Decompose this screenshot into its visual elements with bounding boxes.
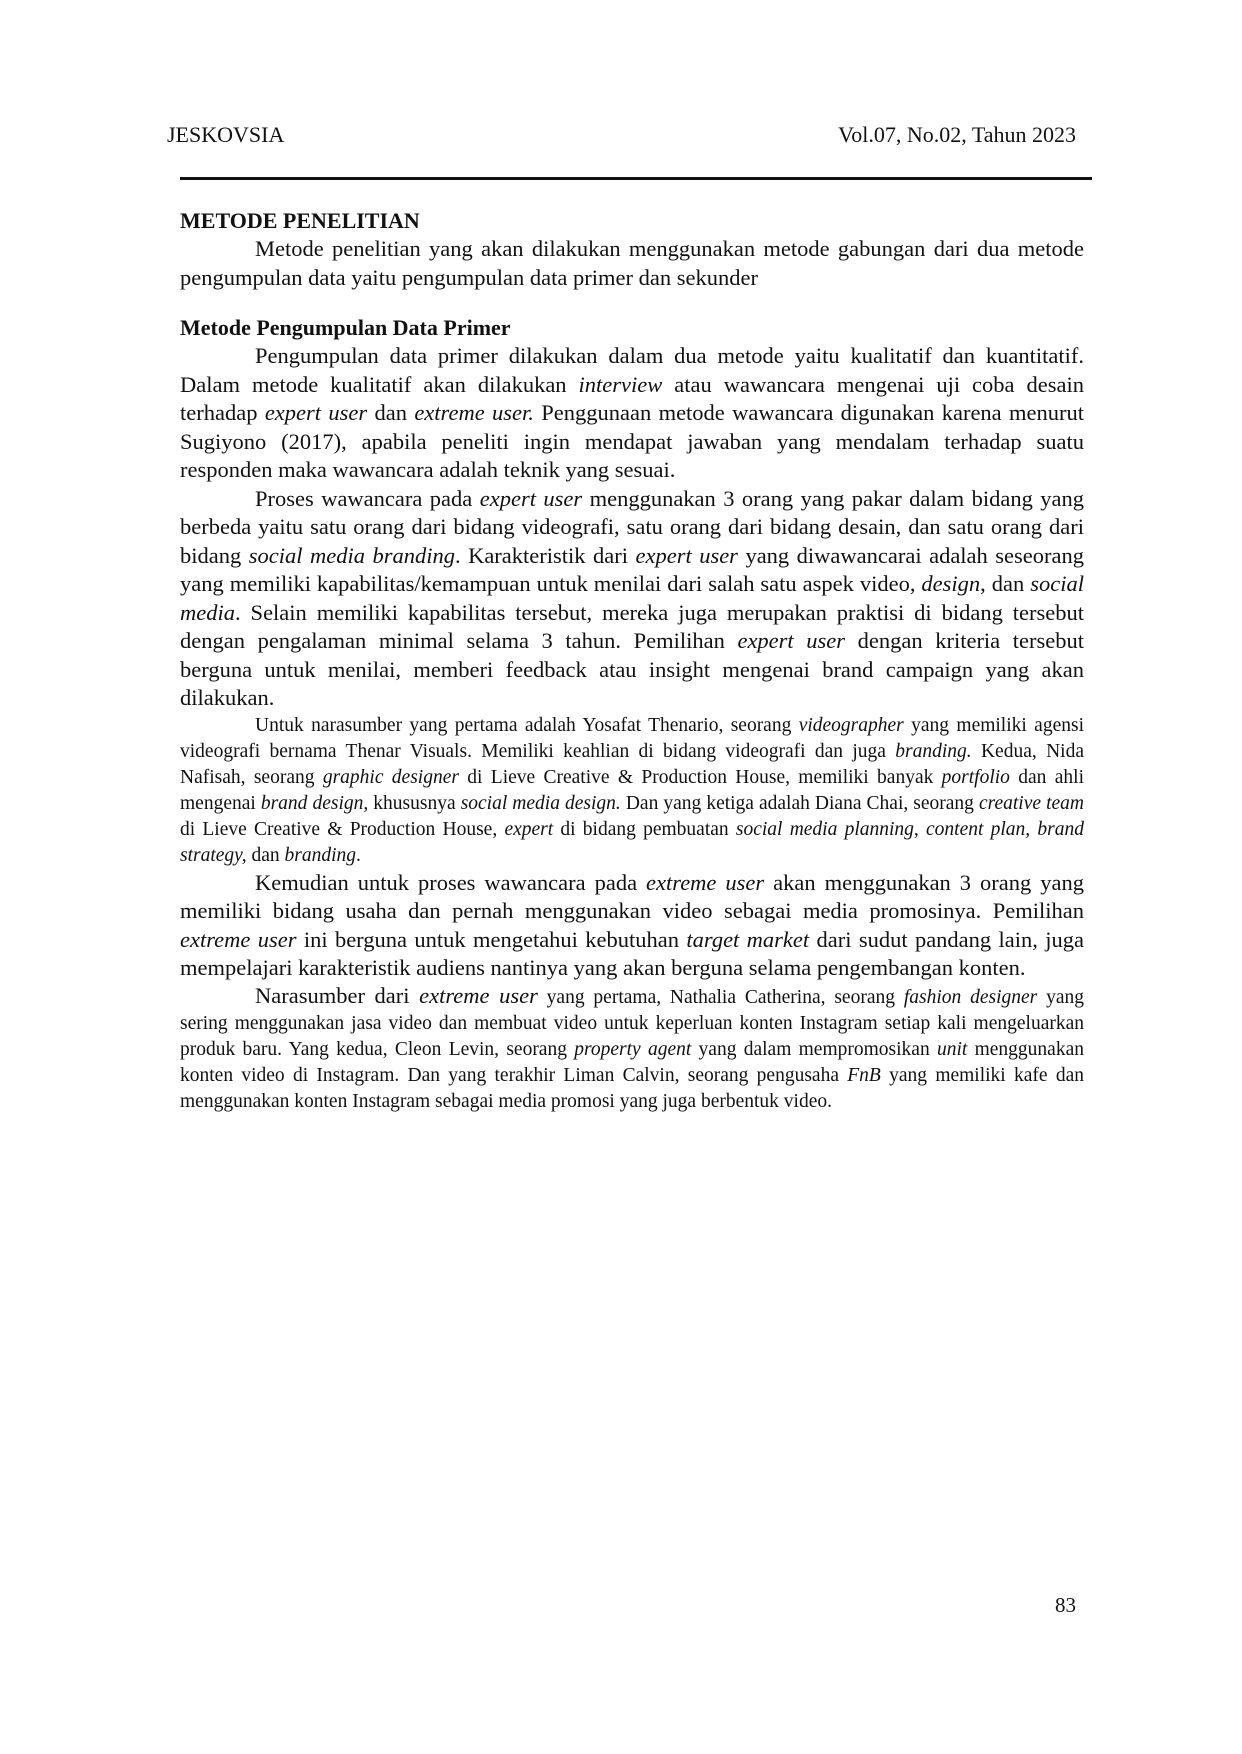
text-run: khususnya bbox=[368, 792, 461, 814]
intro-text: Metode penelitian yang akan dilakukan menggunakan metode gabungan dari dua metode pengumpulan data yaitu pengumpulan data primer dan sekunder bbox=[180, 236, 1084, 290]
text-run: menggunakan 3 orang yang pakar dalam bidang yang berbeda yaitu satu orang dari bidang videografi, satu orang dari bidang desain, dan satu orang dari bidang bbox=[180, 485, 1085, 568]
text-run: dan bbox=[367, 400, 415, 425]
italic-term: extreme user bbox=[180, 926, 297, 952]
section-title: METODE PENELITIAN bbox=[180, 208, 420, 233]
text-run: Proses wawancara pada bbox=[255, 485, 480, 511]
text-run: Untuk narasumber yang pertama adalah Yosafat Thenario, seorang bbox=[255, 714, 799, 736]
text-run: dan bbox=[246, 844, 285, 866]
italic-term: design bbox=[921, 571, 981, 596]
article-body bbox=[180, 207, 1084, 1115]
journal-name: JESKOVSIA bbox=[167, 122, 285, 147]
text-run: yang memiliki agensi videografi bernama Thenar Visuals. Memiliki keahlian di bidang videografi dan juga bbox=[180, 714, 1084, 762]
italic-term: social media branding bbox=[248, 542, 455, 568]
text-run: di Lieve Creative & Production House, bbox=[180, 818, 505, 840]
header-rule bbox=[180, 177, 1092, 180]
text-run: . Karakteristik dari bbox=[454, 542, 636, 568]
text-run: atau wawancara mengenai uji coba desain terhadap bbox=[180, 371, 1084, 425]
italic-term: portfolio bbox=[941, 766, 1010, 788]
italic-term: extreme user bbox=[646, 869, 765, 895]
italic-term: brand design, bbox=[260, 792, 369, 814]
paragraph-4 bbox=[180, 869, 1084, 983]
issue-info: Vol.07, No.02, Tahun 2023 bbox=[838, 122, 1076, 147]
italic-term: unit bbox=[936, 1038, 968, 1060]
subsection-title: Metode Pengumpulan Data Primer bbox=[180, 315, 511, 340]
text-run: yang memiliki kafe dan menggunakan konten Instagram sebagai media promosi yang juga berbentuk video. bbox=[180, 1064, 1084, 1112]
text-run: akan menggunakan 3 orang yang memiliki bidang usaha dan pernah menggunakan video sebagai media promosinya. Pemilihan bbox=[180, 869, 1084, 923]
paragraph-3 bbox=[180, 713, 1084, 869]
text-run: ini berguna untuk mengetahui kebutuhan bbox=[296, 926, 687, 952]
paragraph-1 bbox=[180, 342, 1084, 485]
italic-term: creative team bbox=[978, 792, 1084, 814]
text-run: dan ahli mengenai bbox=[180, 766, 1084, 814]
italic-term: branding bbox=[284, 844, 357, 866]
italic-term: branding. bbox=[895, 740, 972, 762]
text-run: Dan yang ketiga adalah Diana Chai, seorang bbox=[620, 792, 979, 814]
text-run: Kemudian untuk proses wawancara pada bbox=[255, 869, 647, 895]
italic-term: expert bbox=[504, 818, 554, 840]
text-run: yang dalam mempromosikan bbox=[691, 1038, 937, 1060]
paragraph-5 bbox=[180, 983, 1084, 1115]
paragraph-2 bbox=[180, 485, 1084, 713]
text-run: menggunakan konten video di Instagram. Dan yang terakhir Liman Calvin, seorang pengusaha bbox=[180, 1038, 1084, 1086]
text-run: yang diwawancarai adalah seseorang yang memiliki kapabilitas/kemampuan untuk menilai dari salah satu aspek video, bbox=[180, 542, 1084, 596]
italic-term: fashion designer bbox=[903, 986, 1038, 1008]
italic-term: target market bbox=[686, 926, 810, 952]
italic-term: expert user bbox=[479, 485, 583, 511]
text-run: di Lieve Creative & Production House, memiliki banyak bbox=[458, 766, 942, 788]
italic-term: social media design. bbox=[460, 792, 621, 814]
italic-term: extreme user bbox=[419, 982, 538, 1008]
page-number: 83 bbox=[1055, 1593, 1076, 1617]
italic-term: extreme user. bbox=[414, 400, 534, 425]
text-run: Penggunaan metode wawancara digunakan karena menurut Sugiyono (2017), apabila peneliti ingin mendapat jawaban yang mendalam terhadap suatu responden maka wawancara adalah teknik yang sesuai. bbox=[180, 400, 1084, 482]
text-run: . Selain memiliki kapabilitas tersebut, mereka juga merupakan praktisi di bidang tersebut dengan pengalaman minimal selama 3 tahun. Pemilihan bbox=[180, 599, 1084, 653]
text-run: . bbox=[356, 844, 361, 866]
text-run: Narasumber dari bbox=[255, 982, 420, 1008]
text-run: yang sering menggunakan jasa video dan membuat video untuk keperluan konten Instagram setiap kali mengeluarkan produk baru. Yang kedua, Cleon Levin, seorang bbox=[180, 986, 1084, 1060]
italic-term: social media planning, content plan, brand strategy, bbox=[180, 818, 1085, 866]
italic-term: property agent bbox=[574, 1038, 692, 1060]
italic-term: expert user bbox=[635, 542, 738, 568]
italic-term: videographer bbox=[798, 714, 904, 736]
text-run: dengan kriteria tersebut berguna untuk menilai, memberi feedback atau insight mengenai brand campaign yang akan dilakukan. bbox=[180, 628, 1084, 710]
italic-term: interview bbox=[578, 371, 663, 397]
italic-term: expert user bbox=[264, 400, 368, 425]
italic-term: social media bbox=[180, 571, 1084, 625]
text-run: Kedua, Nida Nafisah, seorang bbox=[180, 740, 1084, 788]
text-run: dari sudut pandang lain, juga mempelajari karakteristik audiens nantinya yang akan berguna selama pengembangan konten. bbox=[180, 926, 1084, 980]
text-run: , dan bbox=[980, 571, 1031, 596]
intro-paragraph bbox=[180, 235, 1084, 292]
italic-term: FnB bbox=[847, 1064, 881, 1086]
italic-term: expert user bbox=[737, 628, 846, 653]
text-run: yang pertama, Nathalia Catherina, seorang bbox=[537, 986, 904, 1008]
text-run: Pengumpulan data primer dilakukan dalam dua metode yaitu kualitatif dan kuantitatif. Dalam metode kualitatif akan dilakukan bbox=[180, 343, 1084, 397]
text-run: di bidang pembuatan bbox=[553, 818, 736, 840]
italic-term: graphic designer bbox=[322, 766, 459, 788]
